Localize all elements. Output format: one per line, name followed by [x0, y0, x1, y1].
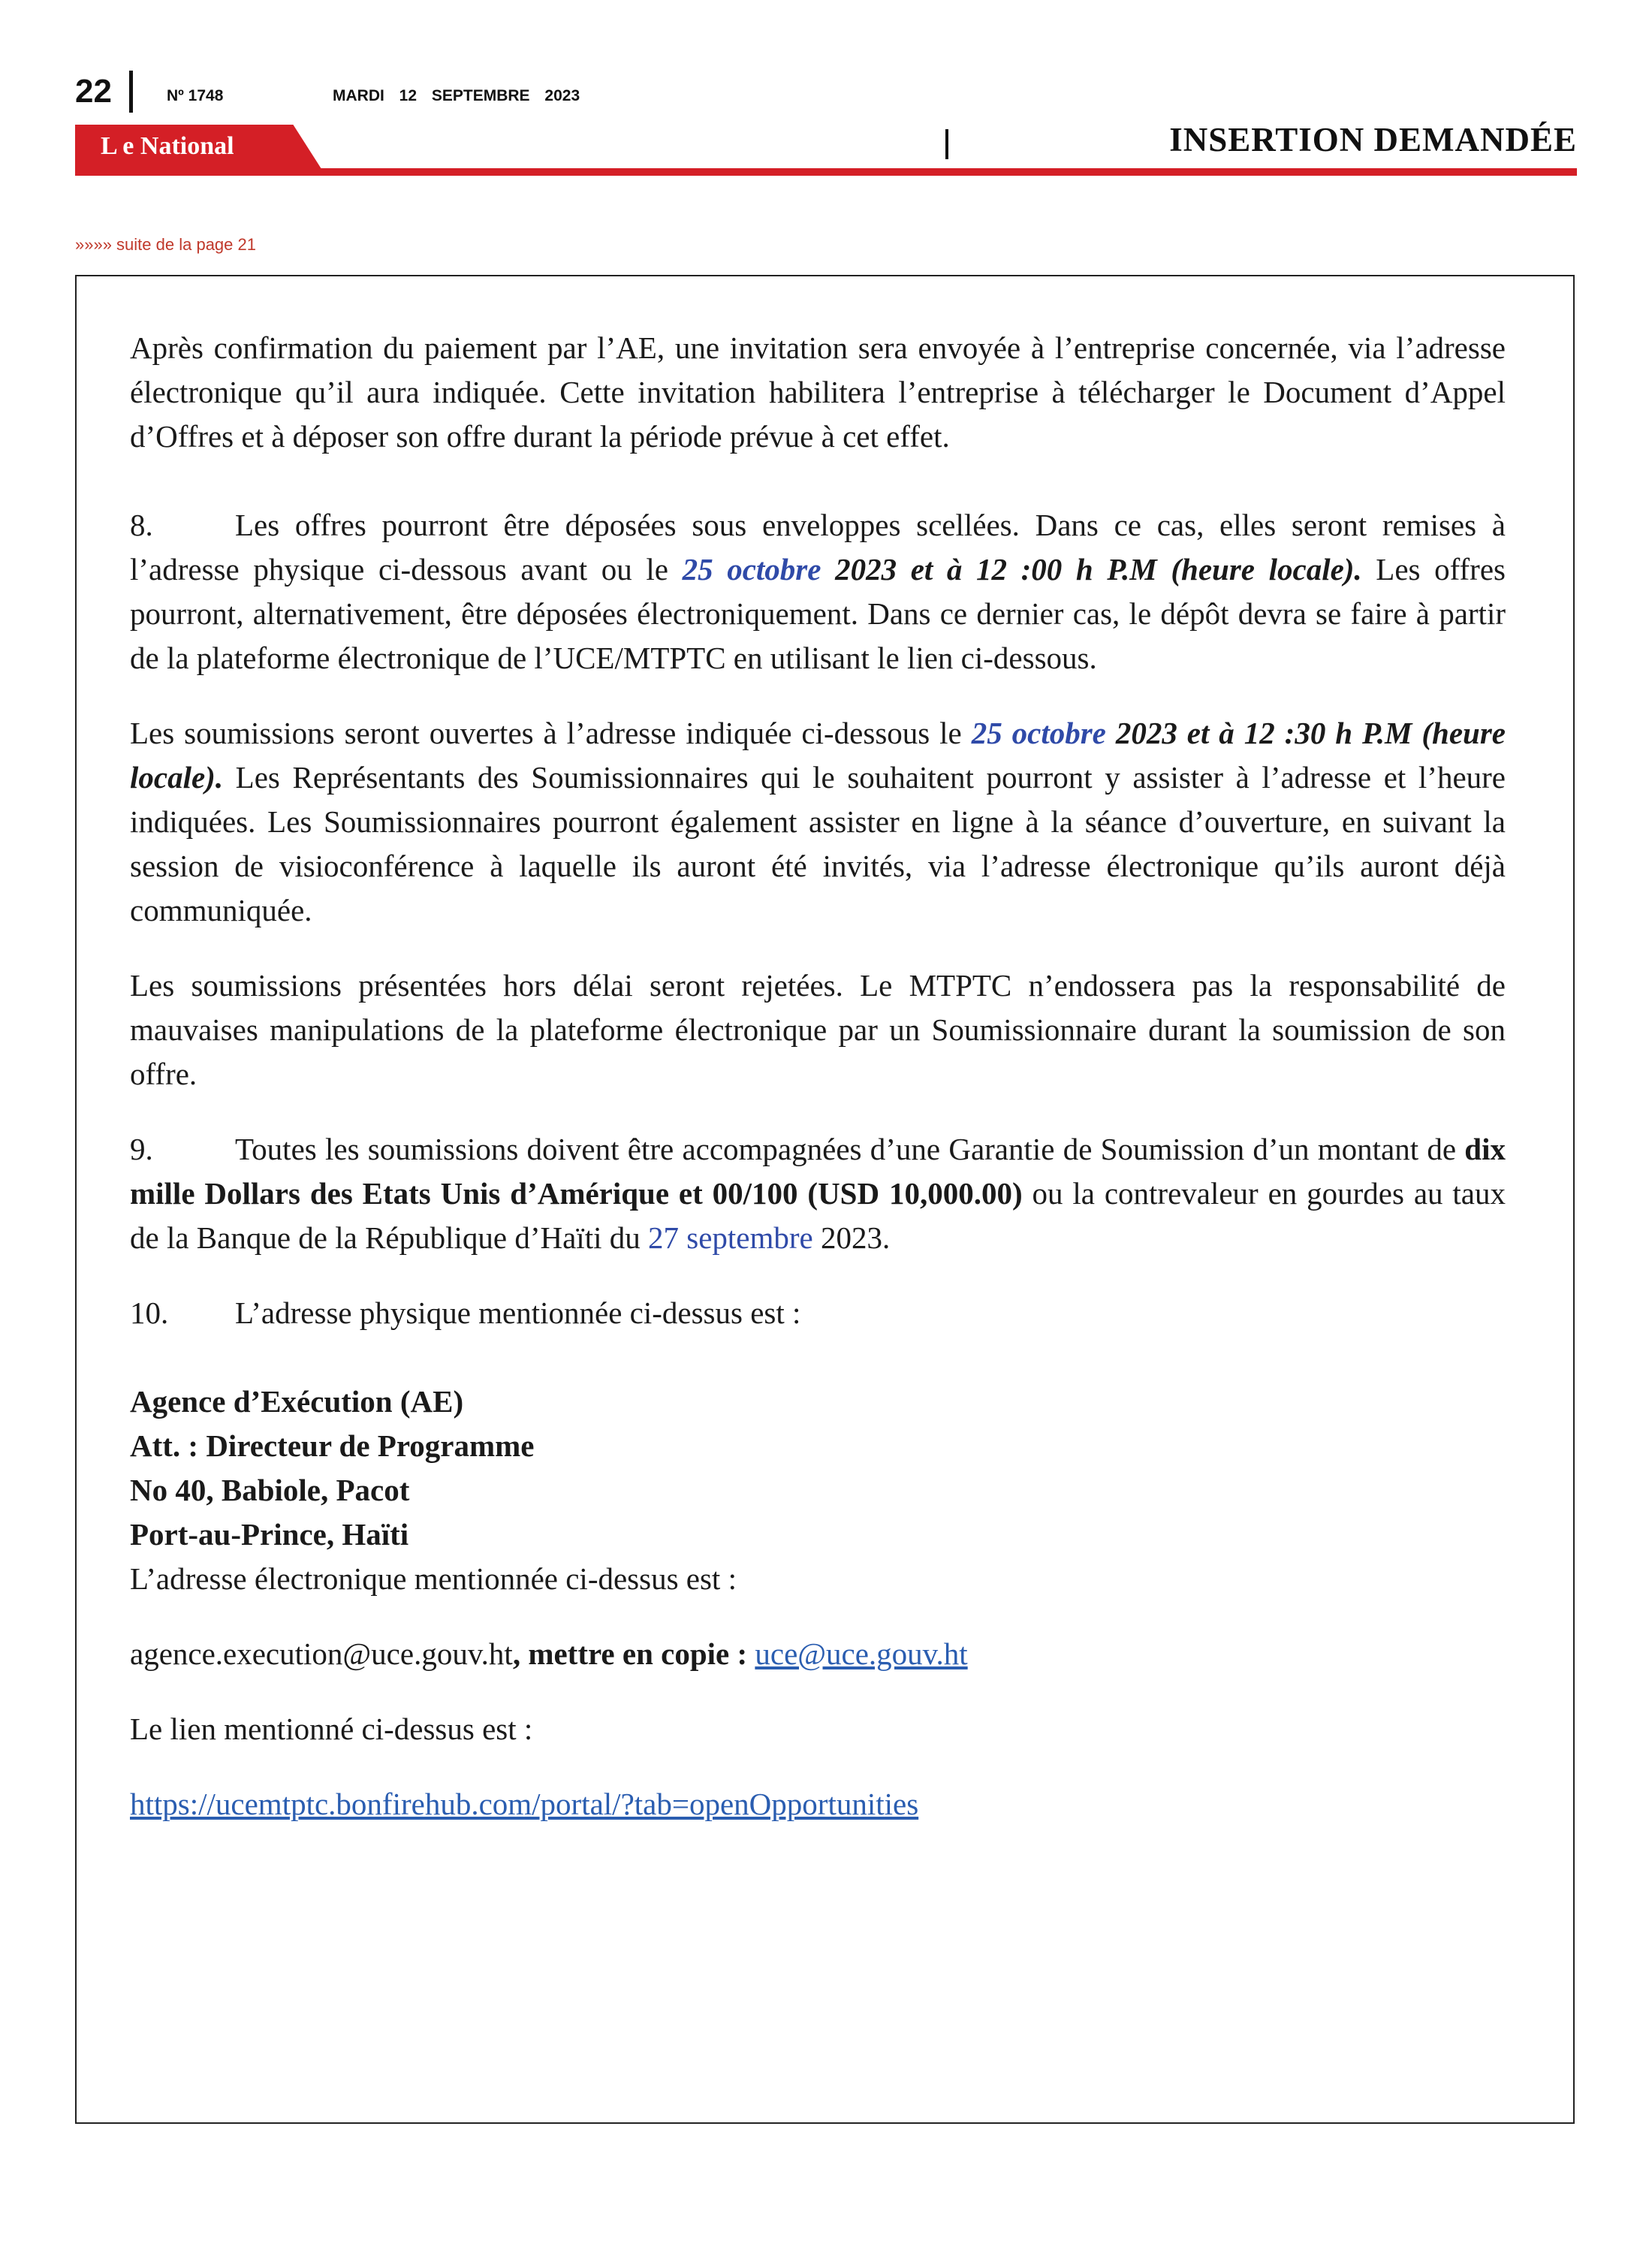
paragraph-opening-date: 25 octobre [971, 716, 1106, 750]
section-divider [945, 129, 948, 159]
portal-link-line [130, 1782, 1506, 1826]
section-title: INSERTION DEMANDÉE [1169, 121, 1577, 158]
paragraph-9-number: 9. [130, 1132, 153, 1166]
paragraph-8 [130, 503, 1506, 680]
paragraph-9-text-b: ou la contrevaleur en gourdes au taux de la Banque de la République d’Haïti du [130, 1176, 1506, 1255]
paragraph-10-text: L’adresse physique mentionnée ci-dessus est : [235, 1295, 801, 1330]
address-line-street: No 40, Babiole, Pacot [130, 1473, 410, 1507]
paragraph-opening-text-a: Les soumissions seront ouvertes à l’adresse indiquée ci-dessous le [130, 716, 972, 750]
brand-name: L e National [101, 132, 234, 160]
paragraph-10-number: 10. [130, 1295, 169, 1330]
email-cc-label: , mettre en copie : [512, 1636, 755, 1671]
paragraph-8-deadline-time: 2023 et à 12 :00 h P.M (heure locale). [821, 552, 1362, 587]
issue-number: Nº 1748 [167, 87, 224, 104]
paragraph-late-submissions: Les soumissions présentées hors délai seront rejetées. Le MTPTC n’endossera pas la responsabilité de mauvaises manipulations de la plateforme électronique par un Soumissionnaire durant la soumission de son offre. [130, 968, 1506, 1091]
issue-weekday: MARDI [333, 87, 384, 104]
physical-address [130, 1380, 1506, 1601]
paragraph-8-number: 8. [130, 508, 153, 542]
paragraph-opening [130, 711, 1506, 933]
paragraph-9-date: 27 septembre [647, 1220, 813, 1255]
email-cc-link[interactable]: uce@uce.gouv.ht [755, 1636, 968, 1671]
email-main: agence.execution@uce.gouv.ht [130, 1636, 513, 1671]
email-line [130, 1632, 1506, 1676]
paragraph-payment-confirmation: Après confirmation du paiement par l’AE, une invitation sera envoyée à l’entreprise concernée, via l’adresse électronique qu’il aura indiquée. Cette invitation habilitera l’entreprise à télécharger le Document d’Appel d’Offres et à déposer son offre durant la période prévue à cet effet. [130, 330, 1506, 454]
paragraph-10 [130, 1291, 1506, 1335]
email-intro: L’adresse électronique mentionnée ci-dessus est : [130, 1561, 737, 1596]
paragraph-9-amount: dix mille Dollars des Etats Unis d’Amérique et 00/100 (USD 10,000.00) [130, 1132, 1506, 1211]
page-number: 22 [75, 73, 112, 110]
address-line-attention: Att. : Directeur de Programme [130, 1428, 535, 1463]
address-line-agency: Agence d’Exécution (AE) [130, 1384, 464, 1419]
paragraph-8-text-a: Les offres pourront être déposées sous enveloppes scellées. Dans ce cas, elles seront remises à l’adresse physique ci-dessous avant ou le [130, 508, 1506, 587]
paragraph-8-text-b: Les offres pourront, alternativement, être déposées électroniquement. Dans ce dernier cas, le dépôt devra se faire à partir de la plateforme électronique de l’UCE/MTPTC en utilisant le lien ci-dessous. [130, 552, 1506, 675]
paragraph-8-deadline-date: 25 octobre [682, 552, 821, 587]
page-number-divider [129, 71, 133, 113]
link-intro: Le lien mentionné ci-dessus est : [130, 1712, 533, 1746]
portal-link[interactable]: https://ucemtptc.bonfirehub.com/portal/?tab=openOpportunities [130, 1787, 919, 1821]
issue-day: 12 [399, 87, 418, 104]
continued-note: »»»» suite de la page 21 [75, 235, 256, 254]
paragraph-9-text-a: Toutes les soumissions doivent être accompagnées d’une Garantie de Soumission d’un montant de [235, 1132, 1465, 1166]
paragraph-8-deadline [683, 552, 1362, 587]
paragraph-9 [130, 1127, 1506, 1260]
issue-date [333, 87, 580, 105]
paragraph-9-text-c: 2023. [812, 1220, 891, 1255]
paragraph-opening-time: 2023 et à 12 :30 h P.M (heure locale). [130, 716, 1506, 795]
paragraph-opening-text-b: Les Représentants des Soumissionnaires qui le souhaitent pourront y assister à l’adresse et l’heure indiquées. Les Soumissionnaires pourront également assister en ligne à la séance d’ouverture, en suivant la session de visioconférence à laquelle ils auront été invités, via l’adresse électronique qu’ils auront déjà communiquée. [130, 760, 1506, 927]
notice-body [130, 326, 1506, 1826]
issue-month: SEPTEMBRE [431, 87, 530, 104]
address-line-city: Port-au-Prince, Haïti [130, 1517, 409, 1552]
issue-year: 2023 [544, 87, 580, 104]
